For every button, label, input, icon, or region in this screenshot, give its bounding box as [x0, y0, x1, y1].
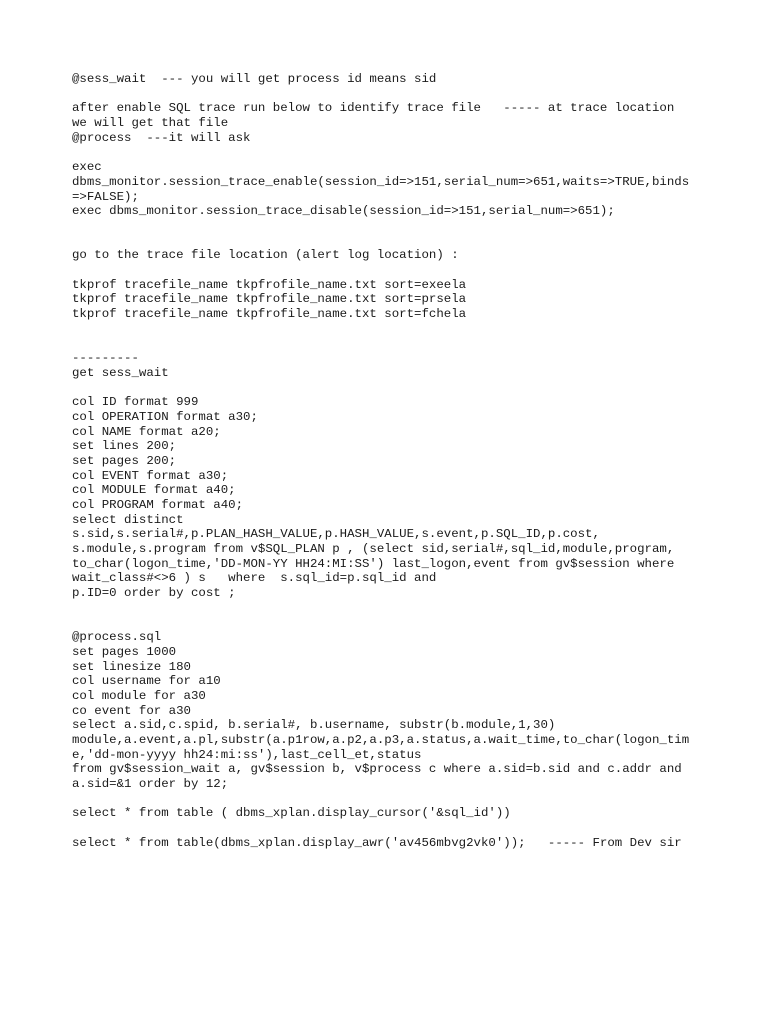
- text-line: exec: [72, 160, 102, 175]
- text-line: tkprof tracefile_name tkpfrofile_name.txt sort=fchela: [72, 307, 467, 321]
- text-line: set lines 200;: [72, 439, 177, 454]
- text-line: wait_class#<>6 ) s where s.sql_id=p.sql_id and: [72, 571, 437, 586]
- text-line: select distinct: [72, 512, 184, 527]
- blank-line: [72, 601, 712, 616]
- text-line: =>FALSE);: [72, 189, 139, 204]
- text-line: @process ---it will ask: [72, 130, 251, 145]
- text-line: e,'dd-mon-yyyy hh24:mi:ss'),last_cell_et,status: [72, 747, 422, 762]
- blank-line: [72, 322, 712, 337]
- blank-line: [72, 234, 712, 249]
- text-line: @process.sql: [72, 630, 162, 645]
- text-line: from gv$session_wait a, gv$session b, v$process c where a.sid=b.sid and c.addr and: [72, 762, 682, 777]
- blank-line: [72, 145, 712, 160]
- text-line: col username for a10: [72, 674, 221, 689]
- text-line: set pages 200;: [72, 453, 177, 468]
- text-line: to_char(logon_time,'DD-MON-YY HH24:MI:SS') last_logon,event from gv$session where: [72, 556, 675, 571]
- text-line: select * from table ( dbms_xplan.display_cursor('&sql_id')): [72, 806, 511, 821]
- text-line: select a.sid,c.spid, b.serial#, b.username, substr(b.module,1,30): [72, 718, 556, 733]
- text-line: s.sid,s.serial#,p.PLAN_HASH_VALUE,p.HASH_VALUE,s.event,p.SQL_ID,p.cost,: [72, 527, 600, 542]
- text-line: after enable SQL trace run below to identify trace file ----- at trace location: [72, 101, 675, 116]
- text-line: col EVENT format a30;: [72, 468, 229, 483]
- blank-line: [72, 380, 712, 395]
- text-line: col module for a30: [72, 688, 206, 703]
- text-line: select * from table(dbms_xplan.display_awr('av456mbvg2vk0')); ----- From Dev sir: [72, 835, 682, 850]
- text-line: ---------: [72, 351, 139, 366]
- text-line: col OPERATION format a30;: [72, 409, 258, 424]
- text-line: go to the trace file location (alert log location) :: [72, 248, 459, 263]
- text-line: col MODULE format a40;: [72, 483, 236, 498]
- blank-line: [72, 821, 712, 836]
- text-line: col ID format 999: [72, 395, 199, 410]
- blank-line: [72, 263, 712, 278]
- text-line: exec dbms_monitor.session_trace_disable(session_id=>151,serial_num=>651);: [72, 204, 615, 219]
- text-line: a.sid=&1 order by 12;: [72, 777, 229, 791]
- text-line: @sess_wait --- you will get process id means sid: [72, 72, 437, 86]
- text-line: dbms_monitor.session_trace_enable(session_id=>151,serial_num=>651,waits=>TRUE,binds: [72, 174, 690, 189]
- text-line: p.ID=0 order by cost ;: [72, 586, 236, 601]
- blank-line: [72, 219, 712, 234]
- blank-line: [72, 336, 712, 351]
- document-body: [72, 72, 712, 850]
- text-line: tkprof tracefile_name tkpfrofile_name.txt sort=prsela: [72, 292, 467, 307]
- text-line: s.module,s.program from v$SQL_PLAN p , (select sid,serial#,sql_id,module,program,: [72, 542, 675, 556]
- text-line: col PROGRAM format a40;: [72, 497, 244, 512]
- blank-line: [72, 792, 712, 807]
- text-line: co event for a30: [72, 703, 191, 718]
- text-line: module,a.event,a.pl,substr(a.p1row,a.p2,a.p3,a.status,a.wait_time,to_char(logon_tim: [72, 732, 690, 747]
- text-line: tkprof tracefile_name tkpfrofile_name.txt sort=exeela: [72, 277, 467, 292]
- text-line: col NAME format a20;: [72, 424, 221, 439]
- text-line: we will get that file: [72, 116, 229, 131]
- blank-line: [72, 87, 712, 102]
- text-line: set pages 1000: [72, 644, 177, 659]
- text-line: set linesize 180: [72, 659, 191, 674]
- text-line: get sess_wait: [72, 365, 169, 380]
- blank-line: [72, 615, 712, 630]
